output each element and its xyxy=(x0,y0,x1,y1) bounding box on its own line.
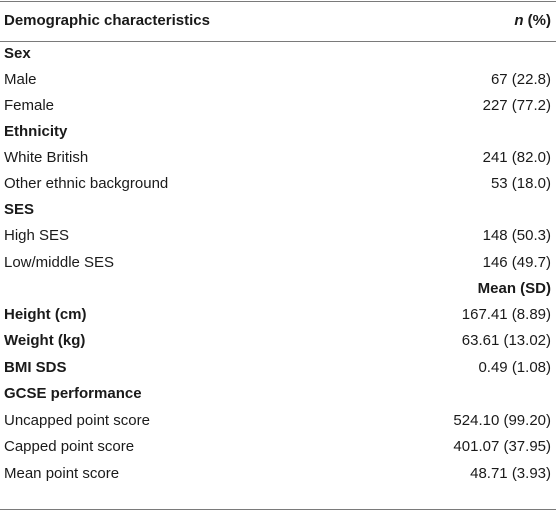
row-label: Male xyxy=(4,71,37,88)
row-label: Low/middle SES xyxy=(4,254,115,271)
row-value: Mean (SD) xyxy=(477,280,551,297)
table-row xyxy=(0,119,556,145)
row-value: 146 (49.7) xyxy=(482,254,551,271)
row-label: White British xyxy=(4,149,89,166)
row-label: Ethnicity xyxy=(4,123,68,140)
table-top-rule xyxy=(0,1,556,2)
table-row xyxy=(0,408,556,434)
row-value: 63.61 (13.02) xyxy=(461,332,551,349)
row-label: Female xyxy=(4,97,55,114)
column-header-n-percent xyxy=(514,8,551,34)
table-row xyxy=(0,223,556,249)
table-row xyxy=(0,41,556,67)
row-label: Sex xyxy=(4,45,31,62)
table-row xyxy=(0,328,556,354)
row-label: GCSE performance xyxy=(4,385,142,402)
row-value: 53 (18.0) xyxy=(490,175,551,192)
row-label: BMI SDS xyxy=(4,359,67,376)
row-label: Capped point score xyxy=(4,438,135,455)
column-header-characteristics: Demographic characteristics xyxy=(4,12,210,29)
row-label: High SES xyxy=(4,227,70,244)
row-value: 0.49 (1.08) xyxy=(478,359,551,376)
table-row xyxy=(0,461,556,487)
table-row xyxy=(0,276,556,302)
table-row xyxy=(0,250,556,276)
column-header-n: n xyxy=(514,12,524,29)
row-label: SES xyxy=(4,201,35,218)
table-row xyxy=(0,67,556,93)
table-row xyxy=(0,171,556,197)
row-label: Height (cm) xyxy=(4,306,87,323)
row-value: 241 (82.0) xyxy=(482,149,551,166)
table-row xyxy=(0,145,556,171)
row-value: 401.07 (37.95) xyxy=(453,438,551,455)
table-row xyxy=(0,434,556,460)
row-value: 227 (77.2) xyxy=(482,97,551,114)
table-bottom-rule xyxy=(0,509,556,510)
table-row xyxy=(0,93,556,119)
row-value: 67 (22.8) xyxy=(490,71,551,88)
table-row xyxy=(0,381,556,407)
row-value: 148 (50.3) xyxy=(482,227,551,244)
row-label: Weight (kg) xyxy=(4,332,86,349)
table-row xyxy=(0,302,556,328)
row-value: 167.41 (8.89) xyxy=(461,306,551,323)
row-label: Mean point score xyxy=(4,465,120,482)
column-header-percent: (%) xyxy=(523,12,551,29)
row-value: 524.10 (99.20) xyxy=(453,412,551,429)
table-row xyxy=(0,197,556,223)
row-label: Other ethnic background xyxy=(4,175,169,192)
row-label: Uncapped point score xyxy=(4,412,150,429)
row-value: 48.71 (3.93) xyxy=(470,465,551,482)
table-row xyxy=(0,355,556,381)
